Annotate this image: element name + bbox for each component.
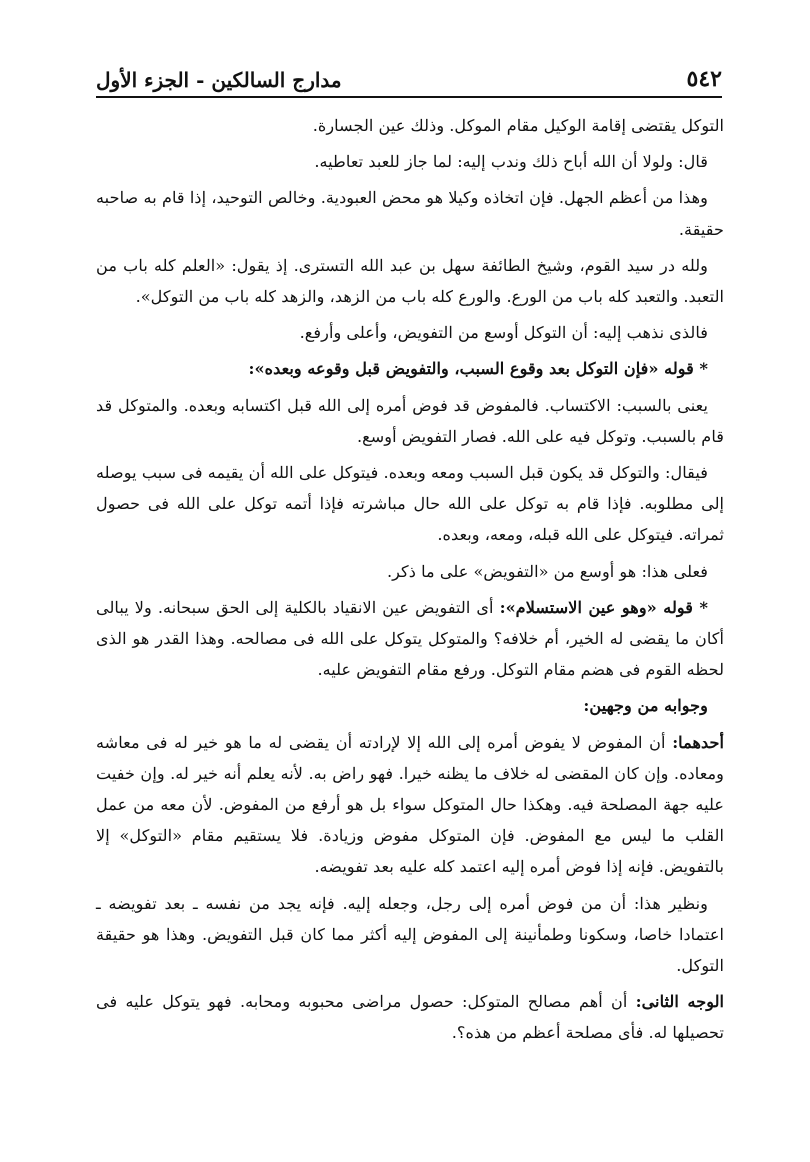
quote-heading-2: * قوله «وهو عين الاستسلام»: — [499, 597, 708, 617]
paragraph-5: فالذى نذهب إليه: أن التوكل أوسع من التفويض، وأعلى وأرفع. — [299, 323, 708, 343]
paragraph-12 — [96, 727, 724, 883]
paragraph-13: ونظير هذا: أن من فوض أمره إلى رجل، وجعله إليه. فإنه يجد من نفسه ـ بعد تفويضه ـ اعتمادا خاصا، وسكونا وطمأنينة إلى المفوض إليه أكثر مما كان قبل التفويض. وهذا هو حقيقة التوكل. — [96, 893, 724, 976]
paragraph-4: ولله در سيد القوم، وشيخ الطائفة سهل بن عبد الله التسترى. إذ يقول: «العلم كله باب من التعبد. والتعبد كله باب من الورع. والورع كله باب من الزهد، والزهد كله باب من التوكل». — [96, 255, 724, 307]
page-number: ٥٤٢ — [686, 66, 722, 92]
paragraph-8: فيقال: والتوكل قد يكون قبل السبب ومعه وبعده. فيتوكل على الله أن يقيمه فى سبب يوصله إلى مطلوبه. فإذا قام به توكل على الله حال مباشرته فإذا أتمه توكل على الله فى حصول ثمراته. فيتوكل على الله قبله، ومعه، وبعده. — [96, 463, 724, 545]
quote-heading-1: * قوله «فإن التوكل بعد وقوع السبب، والتفويض قبل وقوعه وبعده»: — [248, 359, 708, 379]
paragraph-1: التوكل يقتضى إقامة الوكيل مقام الموكل. وذلك عين الجسارة. — [312, 116, 724, 135]
paragraph-2: قال: ولولا أن الله أباح ذلك وندب إليه: لما جاز للعبد تعاطيه. — [314, 152, 708, 172]
running-title: مدارج السالكين - الجزء الأول — [96, 68, 342, 92]
paragraph-14-text: أن أهم مصالح المتوكل: حصول مراضى محبوبه ومحابه. فهو يتوكل عليه فى تحصيلها له. فأى مصلحة أعظم من هذه؟. — [96, 992, 724, 1043]
paragraph-10-text: أى التفويض عين الانقياد بالكلية إلى الحق سبحانه. ولا يبالى أكان ما يقضى له الخير، أم خلافه؟ والمتوكل يتوكل على الله فى مصالحه. وهذا القدر هو الذى لحظه القوم فى هضم مقام التوكل. ورفع مقام التفويض عليه. — [96, 597, 724, 680]
paragraph-7: يعنى بالسبب: الاكتساب. فالمفوض قد فوض أمره إلى الله قبل اكتسابه وبعده. والمتوكل قد قام بالسبب. وتوكل فيه على الله. فصار التفويض أوسع. — [96, 395, 724, 446]
paragraph-9: فعلى هذا: هو أوسع من «التفويض» على ما ذكر. — [386, 561, 708, 581]
paragraph-3: وهذا من أعظم الجهل. فإن اتخاذه وكيلا هو محض العبودية. وخالص التوحيد، إذا قام به صاحبه حقيقة. — [96, 188, 724, 239]
paragraph-14 — [96, 986, 724, 1048]
paragraph-12-text: أن المفوض لا يفوض أمره إلى الله إلا لإرادته أن يقضى له ما هو خير له فى معاشه ومعاده. وإن كان المقضى له خلاف ما يظنه خيرا. فهو راض به. لأنه يعلم أنه خير له. وإن خفيت عليه جهة المصلحة فيه. وهكذا حال المتوكل سواء بل هو أرفع من المفوض. لأن معه من عمل القلب ما ليس مع المفوض. فإن المتوكل مفوض وزيادة. فلا يستقيم مقام «التوكل» إلا بالتفويض. فإنه إذا فوض أمره إليه اعتمد كله عليه بعد تفويضه. — [96, 732, 724, 877]
page-body — [96, 110, 724, 1054]
first-point-label: أحدهما: — [672, 732, 724, 752]
answer-heading: وجوابه من وجهين: — [583, 696, 708, 716]
paragraph-10 — [96, 592, 724, 686]
running-header — [96, 58, 722, 98]
second-point-label: الوجه الثانى: — [635, 992, 724, 1012]
